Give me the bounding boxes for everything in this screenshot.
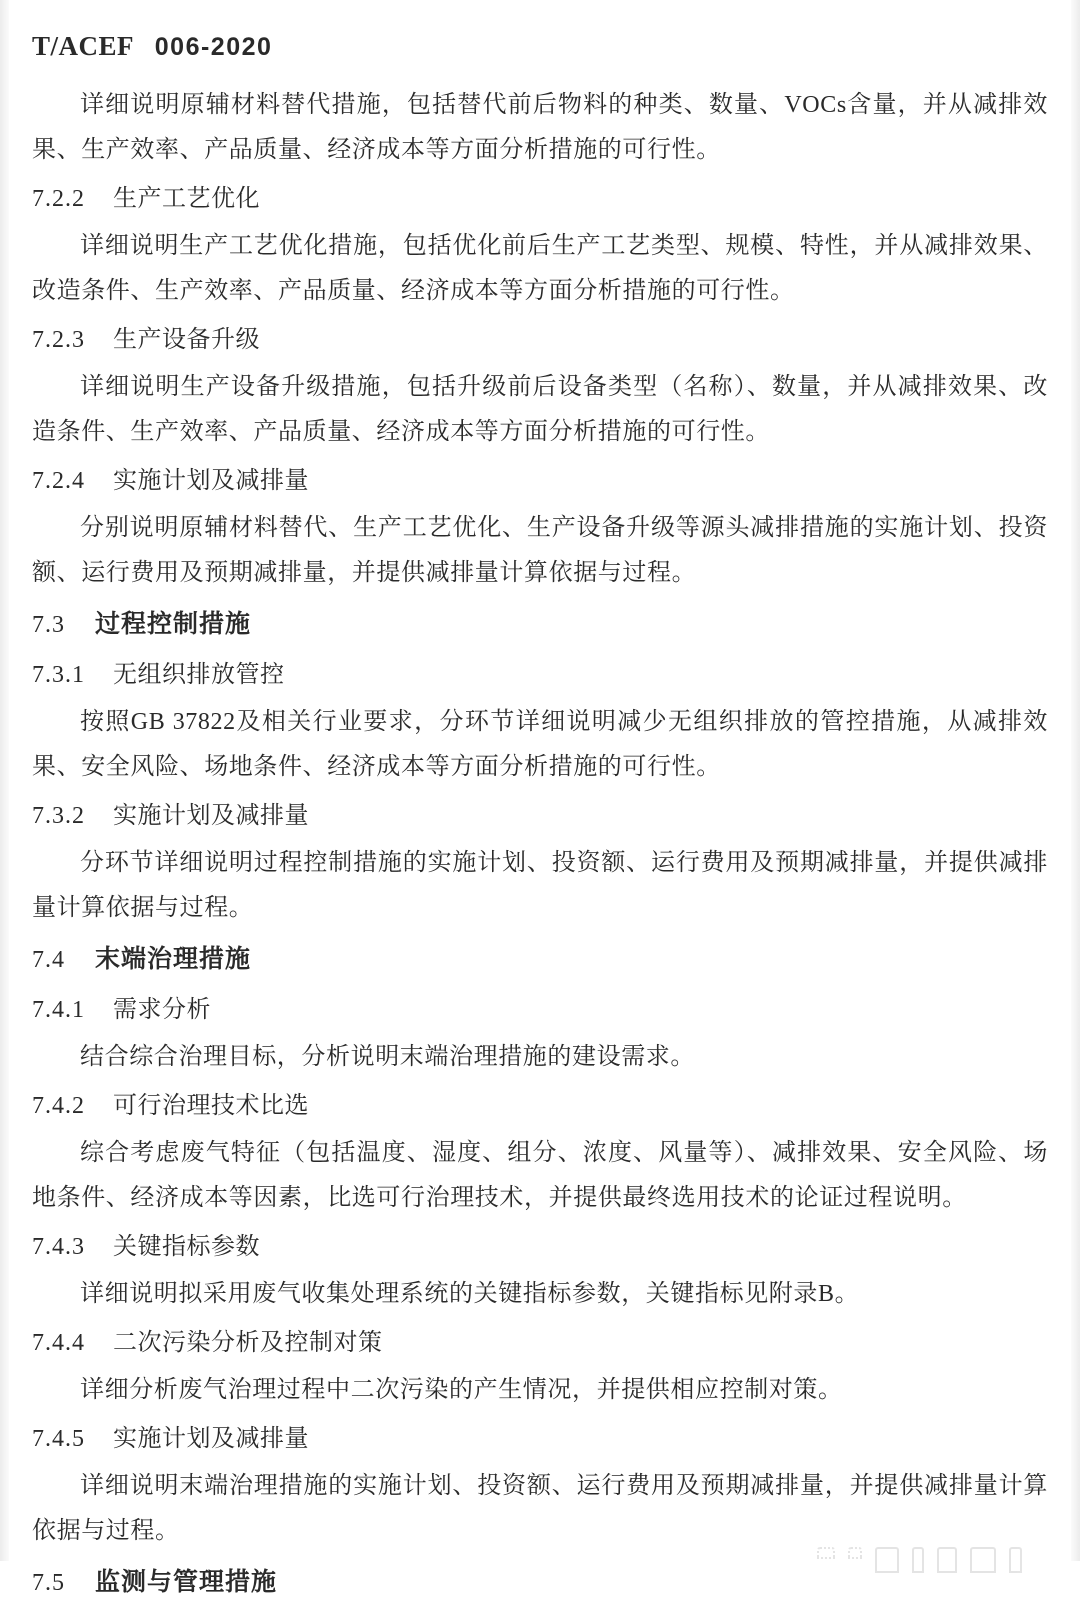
paragraph: 详细说明末端治理措施的实施计划、投资额、运行费用及预期减排量，并提供减排量计算依据与过程。	[32, 1473, 1048, 1544]
section-number: 7.4.2	[32, 1093, 85, 1119]
section-title: 监测与管理措施	[95, 1568, 278, 1596]
subsection-heading	[32, 794, 1048, 839]
section-title: 实施计划及减排量	[113, 468, 309, 494]
doc-code-prefix: T/ACEF	[32, 31, 134, 61]
paragraph: 详细分析废气治理过程中二次污染的产生情况，并提供相应控制对策。	[80, 1377, 843, 1403]
section-title: 末端治理措施	[95, 945, 252, 973]
section-number: 7.4	[32, 947, 65, 973]
section-number: 7.4.1	[32, 997, 85, 1023]
paragraph: 按照GB 37822及相关行业要求，分环节详细说明减少无组织排放的管控措施，从减排效果、安全风险、场地条件、经济成本等方面分析措施的可行性。	[32, 709, 1048, 780]
subsection-heading	[32, 1321, 1048, 1366]
page-edge-right	[1071, 0, 1080, 1561]
subsection-heading	[32, 177, 1048, 222]
subsection-heading	[32, 318, 1048, 363]
paragraph: 详细说明拟采用废气收集处理系统的关键指标参数，关键指标见附录B。	[80, 1281, 860, 1307]
section-heading	[32, 601, 1048, 649]
paragraph: 分别说明原辅材料替代、生产工艺优化、生产设备升级等源头减排措施的实施计划、投资额、运行费用及预期减排量，并提供减排量计算依据与过程。	[32, 515, 1048, 586]
section-title: 需求分析	[113, 997, 211, 1023]
section-title: 可行治理技术比选	[113, 1093, 309, 1119]
section-number: 7.3.1	[32, 662, 85, 688]
section-title: 生产工艺优化	[113, 186, 260, 212]
section-title: 生产设备升级	[113, 327, 260, 353]
section-title: 过程控制措施	[95, 610, 252, 638]
watermark-fragment	[817, 1547, 1022, 1561]
section-heading	[32, 936, 1048, 984]
subsection-heading	[32, 1417, 1048, 1462]
section-number: 7.3	[32, 612, 65, 638]
doc-code	[32, 28, 1048, 65]
section-title: 关键指标参数	[113, 1234, 260, 1260]
section-number: 7.2.2	[32, 186, 85, 212]
section-title: 二次污染分析及控制对策	[113, 1330, 383, 1356]
page-edge-left	[0, 0, 9, 1561]
paragraph: 分环节详细说明过程控制措施的实施计划、投资额、运行费用及预期减排量，并提供减排量计算依据与过程。	[32, 850, 1048, 921]
section-number: 7.4.4	[32, 1330, 85, 1356]
doc-code-number: 006-2020	[154, 33, 273, 61]
paragraph: 综合考虑废气特征（包括温度、湿度、组分、浓度、风量等）、减排效果、安全风险、场地条件、经济成本等因素，比选可行治理技术，并提供最终选用技术的论证过程说明。	[32, 1140, 1048, 1211]
section-number: 7.5	[32, 1570, 65, 1596]
subsection-heading	[32, 988, 1048, 1033]
section-number: 7.4.5	[32, 1426, 85, 1452]
subsection-heading	[32, 1084, 1048, 1129]
subsection-heading	[32, 459, 1048, 504]
paragraph: 详细说明生产设备升级措施，包括升级前后设备类型（名称）、数量，并从减排效果、改造条件、生产效率、产品质量、经济成本等方面分析措施的可行性。	[32, 374, 1048, 445]
paragraph: 详细说明原辅材料替代措施，包括替代前后物料的种类、数量、VOCs含量，并从减排效果、生产效率、产品质量、经济成本等方面分析措施的可行性。	[32, 92, 1048, 163]
section-number: 7.2.3	[32, 327, 85, 353]
section-title: 无组织排放管控	[113, 662, 285, 688]
section-number: 7.4.3	[32, 1234, 85, 1260]
section-number: 7.3.2	[32, 803, 85, 829]
section-number: 7.2.4	[32, 468, 85, 494]
subsection-heading	[32, 653, 1048, 698]
subsection-heading	[32, 1225, 1048, 1270]
paragraph: 结合综合治理目标，分析说明末端治理措施的建设需求。	[80, 1044, 695, 1070]
paragraph: 详细说明生产工艺优化措施，包括优化前后生产工艺类型、规模、特性，并从减排效果、改造条件、生产效率、产品质量、经济成本等方面分析措施的可行性。	[32, 233, 1048, 304]
section-title: 实施计划及减排量	[113, 1426, 309, 1452]
section-title: 实施计划及减排量	[113, 803, 309, 829]
